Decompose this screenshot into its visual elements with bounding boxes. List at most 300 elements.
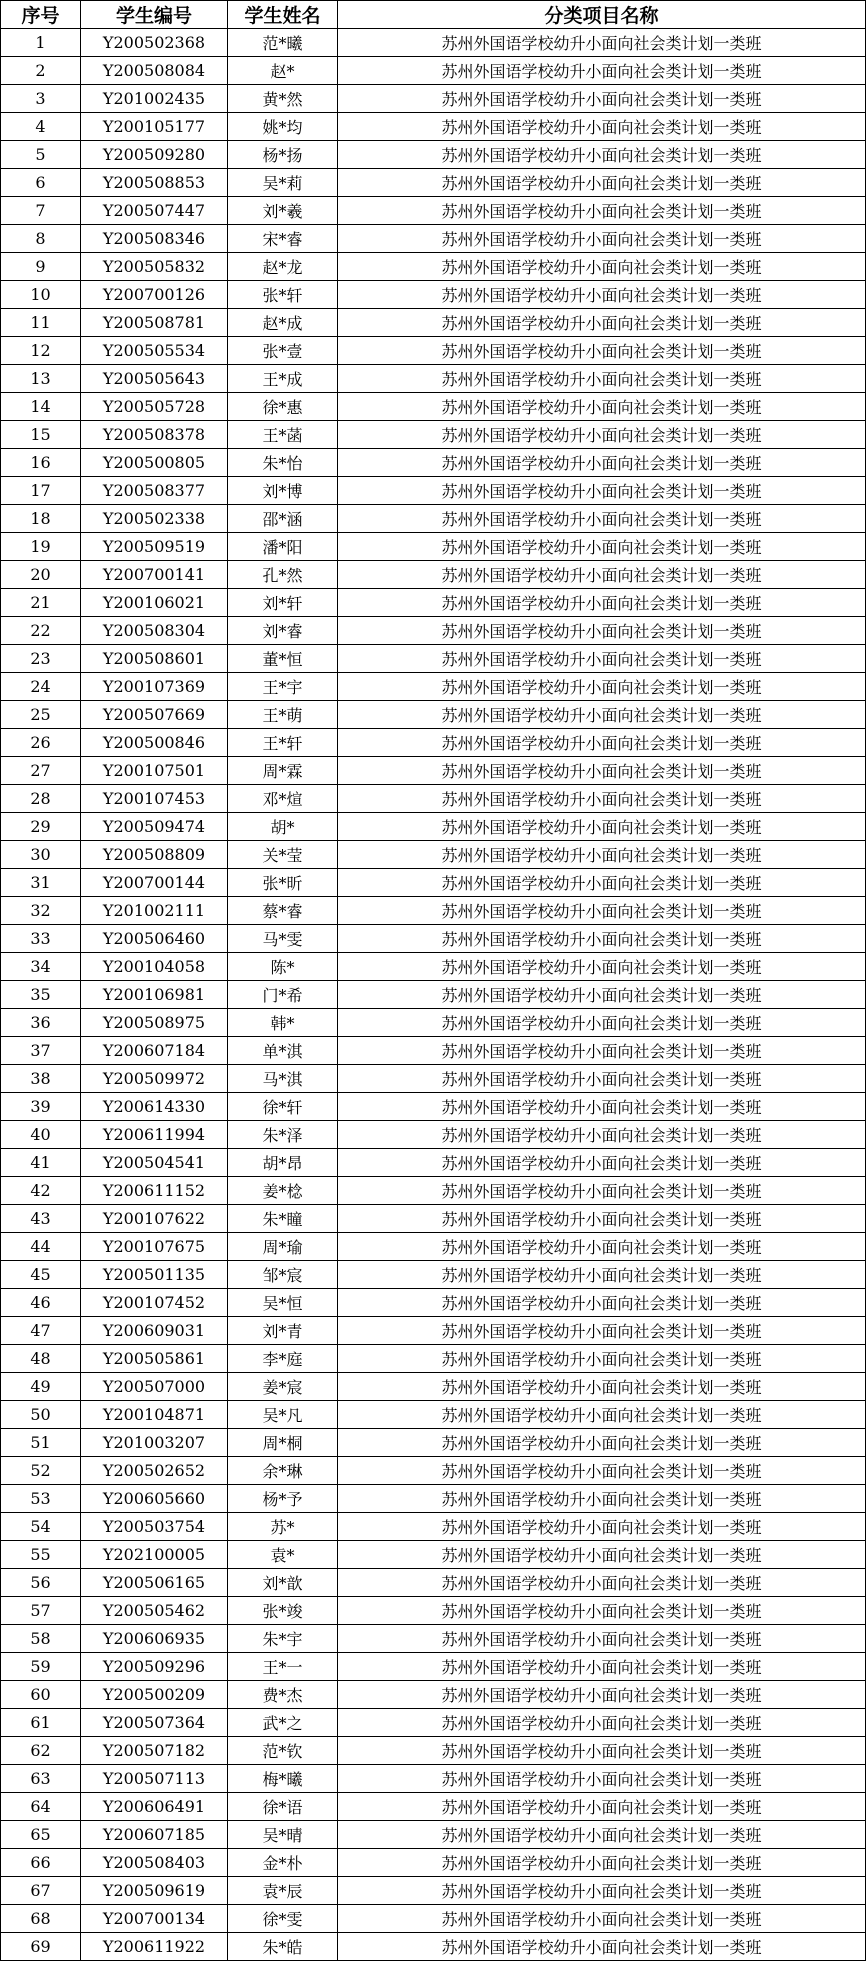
- cell-student-name: 单*淇: [228, 1037, 338, 1065]
- cell-student-id: Y200105177: [81, 113, 228, 141]
- cell-student-name: 袁*辰: [228, 1877, 338, 1905]
- cell-student-name: 王*宇: [228, 673, 338, 701]
- cell-category: 苏州外国语学校幼升小面向社会类计划一类班: [338, 757, 866, 785]
- header-category: 分类项目名称: [338, 1, 866, 29]
- cell-student-name: 马*淇: [228, 1065, 338, 1093]
- table-row: [1, 449, 866, 477]
- table-row: [1, 309, 866, 337]
- cell-student-id: Y200107675: [81, 1233, 228, 1261]
- cell-student-id: Y200508601: [81, 645, 228, 673]
- cell-student-id: Y200507000: [81, 1373, 228, 1401]
- cell-student-name: 刘*歆: [228, 1569, 338, 1597]
- cell-student-id: Y200506165: [81, 1569, 228, 1597]
- table-row: [1, 1793, 866, 1821]
- cell-category: 苏州外国语学校幼升小面向社会类计划一类班: [338, 1093, 866, 1121]
- cell-category: 苏州外国语学校幼升小面向社会类计划一类班: [338, 1149, 866, 1177]
- cell-student-name: 朱*瞳: [228, 1205, 338, 1233]
- table-row: [1, 29, 866, 57]
- cell-category: 苏州外国语学校幼升小面向社会类计划一类班: [338, 701, 866, 729]
- table-row: [1, 1233, 866, 1261]
- cell-category: 苏州外国语学校幼升小面向社会类计划一类班: [338, 1625, 866, 1653]
- cell-category: 苏州外国语学校幼升小面向社会类计划一类班: [338, 1821, 866, 1849]
- table-row: [1, 337, 866, 365]
- cell-category: 苏州外国语学校幼升小面向社会类计划一类班: [338, 309, 866, 337]
- cell-category: 苏州外国语学校幼升小面向社会类计划一类班: [338, 785, 866, 813]
- cell-seq: 25: [1, 701, 81, 729]
- cell-student-name: 姜*宸: [228, 1373, 338, 1401]
- table-row: [1, 421, 866, 449]
- cell-student-id: Y200508975: [81, 1009, 228, 1037]
- cell-category: 苏州外国语学校幼升小面向社会类计划一类班: [338, 281, 866, 309]
- cell-category: 苏州外国语学校幼升小面向社会类计划一类班: [338, 1205, 866, 1233]
- cell-seq: 2: [1, 57, 81, 85]
- cell-student-name: 金*朴: [228, 1849, 338, 1877]
- cell-student-name: 张*昕: [228, 869, 338, 897]
- cell-student-name: 徐*轩: [228, 1093, 338, 1121]
- table-row: [1, 281, 866, 309]
- cell-category: 苏州外国语学校幼升小面向社会类计划一类班: [338, 1289, 866, 1317]
- cell-category: 苏州外国语学校幼升小面向社会类计划一类班: [338, 169, 866, 197]
- table-row: [1, 757, 866, 785]
- table-row: [1, 673, 866, 701]
- cell-student-name: 杨*予: [228, 1485, 338, 1513]
- cell-seq: 13: [1, 365, 81, 393]
- cell-student-id: Y200505728: [81, 393, 228, 421]
- table-row: [1, 1849, 866, 1877]
- table-row: [1, 1205, 866, 1233]
- table-row: [1, 645, 866, 673]
- cell-student-id: Y200611994: [81, 1121, 228, 1149]
- cell-category: 苏州外国语学校幼升小面向社会类计划一类班: [338, 1261, 866, 1289]
- cell-student-id: Y201003207: [81, 1429, 228, 1457]
- table-row: [1, 1569, 866, 1597]
- table-row: [1, 729, 866, 757]
- cell-category: 苏州外国语学校幼升小面向社会类计划一类班: [338, 533, 866, 561]
- cell-seq: 62: [1, 1737, 81, 1765]
- table-row: [1, 365, 866, 393]
- cell-student-id: Y202100005: [81, 1541, 228, 1569]
- table-header: [1, 1, 866, 29]
- cell-category: 苏州外国语学校幼升小面向社会类计划一类班: [338, 477, 866, 505]
- cell-seq: 41: [1, 1149, 81, 1177]
- cell-seq: 9: [1, 253, 81, 281]
- cell-seq: 24: [1, 673, 81, 701]
- cell-student-id: Y200503754: [81, 1513, 228, 1541]
- cell-student-name: 门*希: [228, 981, 338, 1009]
- cell-seq: 23: [1, 645, 81, 673]
- cell-student-id: Y200500209: [81, 1681, 228, 1709]
- cell-category: 苏州外国语学校幼升小面向社会类计划一类班: [338, 393, 866, 421]
- header-seq: 序号: [1, 1, 81, 29]
- cell-student-id: Y200502338: [81, 505, 228, 533]
- table-row: [1, 1541, 866, 1569]
- cell-category: 苏州外国语学校幼升小面向社会类计划一类班: [338, 1121, 866, 1149]
- cell-student-id: Y200504541: [81, 1149, 228, 1177]
- cell-seq: 5: [1, 141, 81, 169]
- cell-category: 苏州外国语学校幼升小面向社会类计划一类班: [338, 1009, 866, 1037]
- cell-student-name: 王*一: [228, 1653, 338, 1681]
- cell-category: 苏州外国语学校幼升小面向社会类计划一类班: [338, 1877, 866, 1905]
- cell-student-name: 王*菡: [228, 421, 338, 449]
- cell-student-name: 朱*泽: [228, 1121, 338, 1149]
- cell-seq: 20: [1, 561, 81, 589]
- cell-category: 苏州外国语学校幼升小面向社会类计划一类班: [338, 981, 866, 1009]
- cell-seq: 33: [1, 925, 81, 953]
- cell-seq: 38: [1, 1065, 81, 1093]
- cell-student-name: 刘*青: [228, 1317, 338, 1345]
- cell-seq: 30: [1, 841, 81, 869]
- table-row: [1, 1121, 866, 1149]
- table-row: [1, 1429, 866, 1457]
- cell-student-name: 赵*: [228, 57, 338, 85]
- cell-seq: 3: [1, 85, 81, 113]
- table-row: [1, 925, 866, 953]
- cell-category: 苏州外国语学校幼升小面向社会类计划一类班: [338, 589, 866, 617]
- cell-seq: 66: [1, 1849, 81, 1877]
- cell-student-name: 马*雯: [228, 925, 338, 953]
- cell-category: 苏州外国语学校幼升小面向社会类计划一类班: [338, 1513, 866, 1541]
- cell-student-name: 黄*然: [228, 85, 338, 113]
- table-row: [1, 1457, 866, 1485]
- cell-seq: 57: [1, 1597, 81, 1625]
- cell-category: 苏州外国语学校幼升小面向社会类计划一类班: [338, 225, 866, 253]
- cell-student-id: Y201002111: [81, 897, 228, 925]
- cell-category: 苏州外国语学校幼升小面向社会类计划一类班: [338, 1233, 866, 1261]
- cell-category: 苏州外国语学校幼升小面向社会类计划一类班: [338, 1933, 866, 1961]
- cell-student-id: Y200611922: [81, 1933, 228, 1961]
- header-student-id: 学生编号: [81, 1, 228, 29]
- cell-student-id: Y200509519: [81, 533, 228, 561]
- cell-student-id: Y200505534: [81, 337, 228, 365]
- table-row: [1, 1513, 866, 1541]
- cell-category: 苏州外国语学校幼升小面向社会类计划一类班: [338, 925, 866, 953]
- cell-seq: 35: [1, 981, 81, 1009]
- cell-student-id: Y200507364: [81, 1709, 228, 1737]
- cell-student-name: 袁*: [228, 1541, 338, 1569]
- cell-seq: 22: [1, 617, 81, 645]
- cell-student-id: Y200700134: [81, 1905, 228, 1933]
- cell-category: 苏州外国语学校幼升小面向社会类计划一类班: [338, 1345, 866, 1373]
- cell-student-id: Y200605660: [81, 1485, 228, 1513]
- cell-student-id: Y200106981: [81, 981, 228, 1009]
- cell-student-name: 赵*龙: [228, 253, 338, 281]
- cell-seq: 10: [1, 281, 81, 309]
- cell-student-name: 李*庭: [228, 1345, 338, 1373]
- cell-seq: 40: [1, 1121, 81, 1149]
- cell-student-name: 王*轩: [228, 729, 338, 757]
- cell-student-name: 张*壹: [228, 337, 338, 365]
- cell-student-id: Y200509619: [81, 1877, 228, 1905]
- cell-student-id: Y200505462: [81, 1597, 228, 1625]
- cell-seq: 44: [1, 1233, 81, 1261]
- cell-category: 苏州外国语学校幼升小面向社会类计划一类班: [338, 29, 866, 57]
- cell-student-name: 刘*羲: [228, 197, 338, 225]
- cell-student-id: Y200104871: [81, 1401, 228, 1429]
- cell-category: 苏州外国语学校幼升小面向社会类计划一类班: [338, 1457, 866, 1485]
- cell-category: 苏州外国语学校幼升小面向社会类计划一类班: [338, 449, 866, 477]
- table-row: [1, 1009, 866, 1037]
- cell-student-id: Y200500846: [81, 729, 228, 757]
- cell-category: 苏州外国语学校幼升小面向社会类计划一类班: [338, 1177, 866, 1205]
- cell-student-name: 徐*语: [228, 1793, 338, 1821]
- table-row: [1, 393, 866, 421]
- table-row: [1, 85, 866, 113]
- cell-student-id: Y200509972: [81, 1065, 228, 1093]
- table-row: [1, 533, 866, 561]
- cell-seq: 6: [1, 169, 81, 197]
- cell-seq: 21: [1, 589, 81, 617]
- cell-seq: 54: [1, 1513, 81, 1541]
- table-row: [1, 169, 866, 197]
- cell-student-id: Y200505832: [81, 253, 228, 281]
- cell-category: 苏州外国语学校幼升小面向社会类计划一类班: [338, 1709, 866, 1737]
- table-row: [1, 477, 866, 505]
- cell-seq: 28: [1, 785, 81, 813]
- cell-category: 苏州外国语学校幼升小面向社会类计划一类班: [338, 1541, 866, 1569]
- cell-student-id: Y200502652: [81, 1457, 228, 1485]
- cell-student-name: 朱*宇: [228, 1625, 338, 1653]
- cell-student-name: 吴*凡: [228, 1401, 338, 1429]
- table-row: [1, 1345, 866, 1373]
- cell-seq: 7: [1, 197, 81, 225]
- cell-seq: 17: [1, 477, 81, 505]
- cell-student-name: 邵*涵: [228, 505, 338, 533]
- cell-student-name: 关*莹: [228, 841, 338, 869]
- table-row: [1, 253, 866, 281]
- cell-seq: 50: [1, 1401, 81, 1429]
- cell-student-id: Y200508346: [81, 225, 228, 253]
- cell-student-id: Y200107501: [81, 757, 228, 785]
- cell-category: 苏州外国语学校幼升小面向社会类计划一类班: [338, 1737, 866, 1765]
- cell-category: 苏州外国语学校幼升小面向社会类计划一类班: [338, 1429, 866, 1457]
- cell-category: 苏州外国语学校幼升小面向社会类计划一类班: [338, 197, 866, 225]
- cell-student-name: 胡*昂: [228, 1149, 338, 1177]
- cell-student-name: 张*竣: [228, 1597, 338, 1625]
- header-student-name: 学生姓名: [228, 1, 338, 29]
- cell-student-name: 费*杰: [228, 1681, 338, 1709]
- cell-student-id: Y200508084: [81, 57, 228, 85]
- cell-seq: 55: [1, 1541, 81, 1569]
- cell-student-name: 徐*惠: [228, 393, 338, 421]
- cell-category: 苏州外国语学校幼升小面向社会类计划一类班: [338, 897, 866, 925]
- table-row: [1, 1261, 866, 1289]
- cell-student-name: 刘*轩: [228, 589, 338, 617]
- cell-student-name: 吴*恒: [228, 1289, 338, 1317]
- table-row: [1, 981, 866, 1009]
- cell-student-name: 吴*晴: [228, 1821, 338, 1849]
- cell-category: 苏州外国语学校幼升小面向社会类计划一类班: [338, 85, 866, 113]
- table-row: [1, 897, 866, 925]
- table-row: [1, 1653, 866, 1681]
- table-row: [1, 1737, 866, 1765]
- cell-student-name: 赵*成: [228, 309, 338, 337]
- cell-category: 苏州外国语学校幼升小面向社会类计划一类班: [338, 841, 866, 869]
- cell-student-name: 邓*煊: [228, 785, 338, 813]
- cell-seq: 47: [1, 1317, 81, 1345]
- cell-student-name: 刘*博: [228, 477, 338, 505]
- cell-student-id: Y200509296: [81, 1653, 228, 1681]
- cell-student-id: Y200700141: [81, 561, 228, 589]
- cell-student-name: 吴*莉: [228, 169, 338, 197]
- table-row: [1, 1401, 866, 1429]
- cell-seq: 58: [1, 1625, 81, 1653]
- table-row: [1, 869, 866, 897]
- cell-category: 苏州外国语学校幼升小面向社会类计划一类班: [338, 729, 866, 757]
- cell-seq: 18: [1, 505, 81, 533]
- table-row: [1, 1289, 866, 1317]
- cell-category: 苏州外国语学校幼升小面向社会类计划一类班: [338, 1037, 866, 1065]
- cell-student-id: Y200508304: [81, 617, 228, 645]
- cell-seq: 65: [1, 1821, 81, 1849]
- cell-category: 苏州外国语学校幼升小面向社会类计划一类班: [338, 505, 866, 533]
- cell-seq: 53: [1, 1485, 81, 1513]
- cell-student-id: Y200106021: [81, 589, 228, 617]
- cell-seq: 14: [1, 393, 81, 421]
- cell-student-name: 王*萌: [228, 701, 338, 729]
- cell-category: 苏州外国语学校幼升小面向社会类计划一类班: [338, 337, 866, 365]
- cell-seq: 34: [1, 953, 81, 981]
- cell-student-id: Y200508853: [81, 169, 228, 197]
- table-row: [1, 1177, 866, 1205]
- cell-category: 苏州外国语学校幼升小面向社会类计划一类班: [338, 1597, 866, 1625]
- cell-category: 苏州外国语学校幼升小面向社会类计划一类班: [338, 673, 866, 701]
- table-row: [1, 1625, 866, 1653]
- cell-seq: 26: [1, 729, 81, 757]
- cell-student-id: Y200609031: [81, 1317, 228, 1345]
- cell-student-name: 陈*: [228, 953, 338, 981]
- cell-student-id: Y200505643: [81, 365, 228, 393]
- cell-category: 苏州外国语学校幼升小面向社会类计划一类班: [338, 1373, 866, 1401]
- cell-student-id: Y200107369: [81, 673, 228, 701]
- cell-student-name: 董*恒: [228, 645, 338, 673]
- cell-student-name: 姜*棯: [228, 1177, 338, 1205]
- cell-category: 苏州外国语学校幼升小面向社会类计划一类班: [338, 253, 866, 281]
- cell-category: 苏州外国语学校幼升小面向社会类计划一类班: [338, 645, 866, 673]
- cell-student-id: Y201002435: [81, 85, 228, 113]
- table-row: [1, 701, 866, 729]
- table-row: [1, 1373, 866, 1401]
- table-row: [1, 1765, 866, 1793]
- cell-student-id: Y200107622: [81, 1205, 228, 1233]
- cell-seq: 56: [1, 1569, 81, 1597]
- cell-seq: 46: [1, 1289, 81, 1317]
- cell-category: 苏州外国语学校幼升小面向社会类计划一类班: [338, 1905, 866, 1933]
- cell-seq: 48: [1, 1345, 81, 1373]
- table-row: [1, 1933, 866, 1961]
- cell-student-name: 武*之: [228, 1709, 338, 1737]
- cell-student-name: 梅*曦: [228, 1765, 338, 1793]
- cell-seq: 49: [1, 1373, 81, 1401]
- cell-student-name: 范*钦: [228, 1737, 338, 1765]
- table-row: [1, 841, 866, 869]
- cell-seq: 69: [1, 1933, 81, 1961]
- table-row: [1, 813, 866, 841]
- cell-student-id: Y200506460: [81, 925, 228, 953]
- cell-seq: 16: [1, 449, 81, 477]
- cell-student-id: Y200107452: [81, 1289, 228, 1317]
- cell-student-id: Y200700126: [81, 281, 228, 309]
- table-row: [1, 1093, 866, 1121]
- table-row: [1, 1037, 866, 1065]
- cell-seq: 8: [1, 225, 81, 253]
- cell-category: 苏州外国语学校幼升小面向社会类计划一类班: [338, 1653, 866, 1681]
- table-row: [1, 57, 866, 85]
- cell-category: 苏州外国语学校幼升小面向社会类计划一类班: [338, 813, 866, 841]
- cell-seq: 36: [1, 1009, 81, 1037]
- cell-seq: 19: [1, 533, 81, 561]
- cell-student-name: 朱*怡: [228, 449, 338, 477]
- cell-category: 苏州外国语学校幼升小面向社会类计划一类班: [338, 1317, 866, 1345]
- cell-student-id: Y200611152: [81, 1177, 228, 1205]
- cell-student-name: 潘*阳: [228, 533, 338, 561]
- cell-student-name: 范*曦: [228, 29, 338, 57]
- cell-student-id: Y200107453: [81, 785, 228, 813]
- cell-student-id: Y200509280: [81, 141, 228, 169]
- cell-seq: 27: [1, 757, 81, 785]
- cell-category: 苏州外国语学校幼升小面向社会类计划一类班: [338, 1569, 866, 1597]
- cell-student-name: 王*成: [228, 365, 338, 393]
- cell-seq: 52: [1, 1457, 81, 1485]
- header-row: [1, 1, 866, 29]
- cell-student-name: 张*轩: [228, 281, 338, 309]
- cell-student-id: Y200505861: [81, 1345, 228, 1373]
- cell-category: 苏州外国语学校幼升小面向社会类计划一类班: [338, 1681, 866, 1709]
- cell-student-id: Y200508403: [81, 1849, 228, 1877]
- cell-student-id: Y200501135: [81, 1261, 228, 1289]
- cell-category: 苏州外国语学校幼升小面向社会类计划一类班: [338, 113, 866, 141]
- cell-category: 苏州外国语学校幼升小面向社会类计划一类班: [338, 57, 866, 85]
- cell-seq: 51: [1, 1429, 81, 1457]
- cell-seq: 43: [1, 1205, 81, 1233]
- cell-seq: 60: [1, 1681, 81, 1709]
- cell-seq: 37: [1, 1037, 81, 1065]
- cell-student-name: 余*琳: [228, 1457, 338, 1485]
- cell-seq: 42: [1, 1177, 81, 1205]
- cell-seq: 12: [1, 337, 81, 365]
- cell-student-id: Y200700144: [81, 869, 228, 897]
- cell-category: 苏州外国语学校幼升小面向社会类计划一类班: [338, 365, 866, 393]
- cell-seq: 68: [1, 1905, 81, 1933]
- cell-student-name: 韩*: [228, 1009, 338, 1037]
- cell-student-id: Y200606491: [81, 1793, 228, 1821]
- cell-seq: 4: [1, 113, 81, 141]
- table-row: [1, 113, 866, 141]
- cell-student-id: Y200507182: [81, 1737, 228, 1765]
- cell-category: 苏州外国语学校幼升小面向社会类计划一类班: [338, 141, 866, 169]
- cell-seq: 64: [1, 1793, 81, 1821]
- table-row: [1, 1065, 866, 1093]
- cell-student-id: Y200507447: [81, 197, 228, 225]
- cell-category: 苏州外国语学校幼升小面向社会类计划一类班: [338, 869, 866, 897]
- table-row: [1, 197, 866, 225]
- table-row: [1, 1485, 866, 1513]
- cell-category: 苏州外国语学校幼升小面向社会类计划一类班: [338, 1485, 866, 1513]
- cell-category: 苏州外国语学校幼升小面向社会类计划一类班: [338, 1401, 866, 1429]
- cell-student-name: 姚*均: [228, 113, 338, 141]
- cell-student-name: 周*瑜: [228, 1233, 338, 1261]
- cell-student-id: Y200508378: [81, 421, 228, 449]
- cell-seq: 61: [1, 1709, 81, 1737]
- cell-student-name: 孔*然: [228, 561, 338, 589]
- cell-seq: 32: [1, 897, 81, 925]
- cell-category: 苏州外国语学校幼升小面向社会类计划一类班: [338, 561, 866, 589]
- cell-student-id: Y200502368: [81, 29, 228, 57]
- table-row: [1, 1597, 866, 1625]
- cell-seq: 1: [1, 29, 81, 57]
- cell-student-id: Y200614330: [81, 1093, 228, 1121]
- cell-student-id: Y200500805: [81, 449, 228, 477]
- cell-student-id: Y200509474: [81, 813, 228, 841]
